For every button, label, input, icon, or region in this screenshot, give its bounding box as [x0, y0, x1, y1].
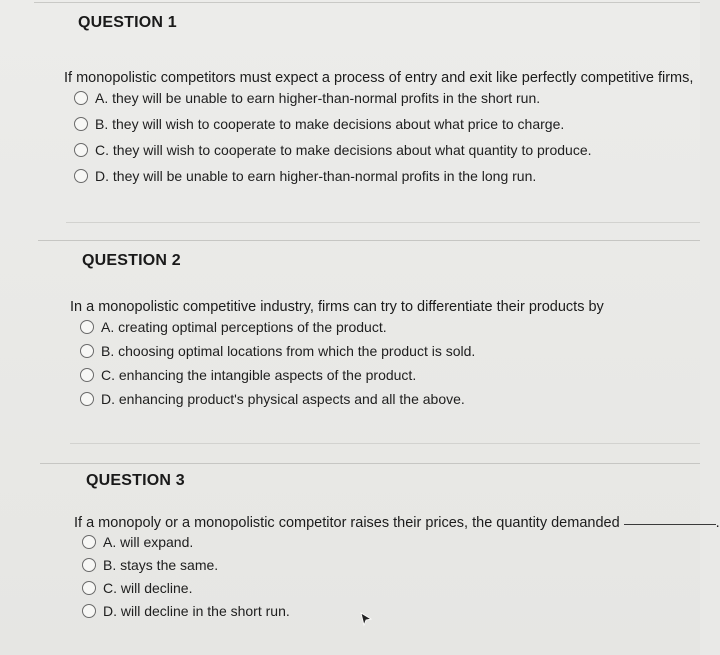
question-3-option-c[interactable]: [82, 576, 290, 599]
option-label: C. enhancing the intangible aspects of the product.: [101, 367, 417, 383]
question-2-options: [80, 315, 475, 411]
question-3-heading: QUESTION 3: [86, 472, 185, 489]
divider-q2-top: [70, 443, 700, 444]
option-label: A. they will be unable to earn higher-than-normal profits in the short run.: [95, 90, 541, 106]
option-label: C. they will wish to cooperate to make decisions about what quantity to produce.: [95, 142, 592, 158]
question-1: [78, 14, 177, 32]
radio-button-icon[interactable]: [82, 535, 96, 549]
radio-button-icon[interactable]: [80, 344, 94, 358]
question-2-option-b[interactable]: [80, 339, 475, 363]
question-1-prompt: If monopolistic competitors must expect a process of entry and exit like perfectly competitive firms,: [64, 70, 694, 86]
option-label: A. creating optimal perceptions of the product.: [101, 319, 387, 335]
question-1-options: [74, 85, 592, 189]
question-2-prompt: In a monopolistic competitive industry, firms can try to differentiate their products by: [70, 299, 604, 315]
radio-button-icon[interactable]: [74, 143, 88, 157]
fill-in-blank: [624, 524, 716, 525]
radio-button-icon[interactable]: [82, 558, 96, 572]
divider-q2-bottom: [40, 463, 700, 464]
question-3-prompt-suffix: .: [715, 515, 720, 531]
question-2-heading: QUESTION 2: [82, 252, 181, 269]
radio-button-icon[interactable]: [82, 581, 96, 595]
option-label: A. will expand.: [103, 533, 194, 550]
option-label: B. they will wish to cooperate to make decisions about what price to charge.: [95, 116, 565, 132]
divider-q1-top: [66, 222, 700, 223]
radio-button-icon[interactable]: [74, 91, 88, 105]
question-2-option-a[interactable]: [80, 315, 475, 339]
question-2: [82, 252, 181, 270]
question-1-prompt-wrap: [64, 70, 693, 86]
option-label: B. choosing optimal locations from which the product is sold.: [101, 343, 476, 359]
option-label: D. enhancing product's physical aspects and all the above.: [101, 391, 465, 407]
option-label: D. they will be unable to earn higher-than-normal profits in the long run.: [95, 168, 537, 184]
radio-button-icon[interactable]: [74, 169, 88, 183]
divider-q1-bottom: [38, 240, 700, 241]
top-divider: [34, 2, 700, 3]
question-2-prompt-wrap: [70, 299, 604, 315]
question-1-option-b[interactable]: [74, 111, 592, 137]
question-3-option-d[interactable]: [82, 599, 290, 622]
option-label: D. will decline in the short run.: [103, 602, 290, 619]
radio-button-icon[interactable]: [80, 368, 94, 382]
question-2-option-d[interactable]: [80, 387, 475, 411]
question-3-option-a[interactable]: [82, 530, 290, 553]
question-1-option-d[interactable]: [74, 163, 592, 189]
question-1-option-c[interactable]: [74, 137, 592, 163]
question-1-heading: QUESTION 1: [78, 14, 177, 31]
question-3-prompt-wrap: [74, 515, 720, 531]
option-label: B. stays the same.: [103, 556, 219, 573]
radio-button-icon[interactable]: [80, 320, 94, 334]
question-2-option-c[interactable]: [80, 363, 475, 387]
mouse-cursor-icon: [360, 612, 372, 626]
question-1-option-a[interactable]: [74, 85, 592, 111]
question-3-prompt: If a monopoly or a monopolistic competitor raises their prices, the quantity demanded: [74, 515, 620, 531]
radio-button-icon[interactable]: [82, 604, 96, 618]
question-3-option-b[interactable]: [82, 553, 290, 576]
option-label: C. will decline.: [103, 579, 193, 596]
question-3-options: [82, 530, 290, 622]
question-3-prompt-line: [74, 515, 720, 531]
radio-button-icon[interactable]: [80, 392, 94, 406]
radio-button-icon[interactable]: [74, 117, 88, 131]
question-3: [86, 472, 185, 490]
